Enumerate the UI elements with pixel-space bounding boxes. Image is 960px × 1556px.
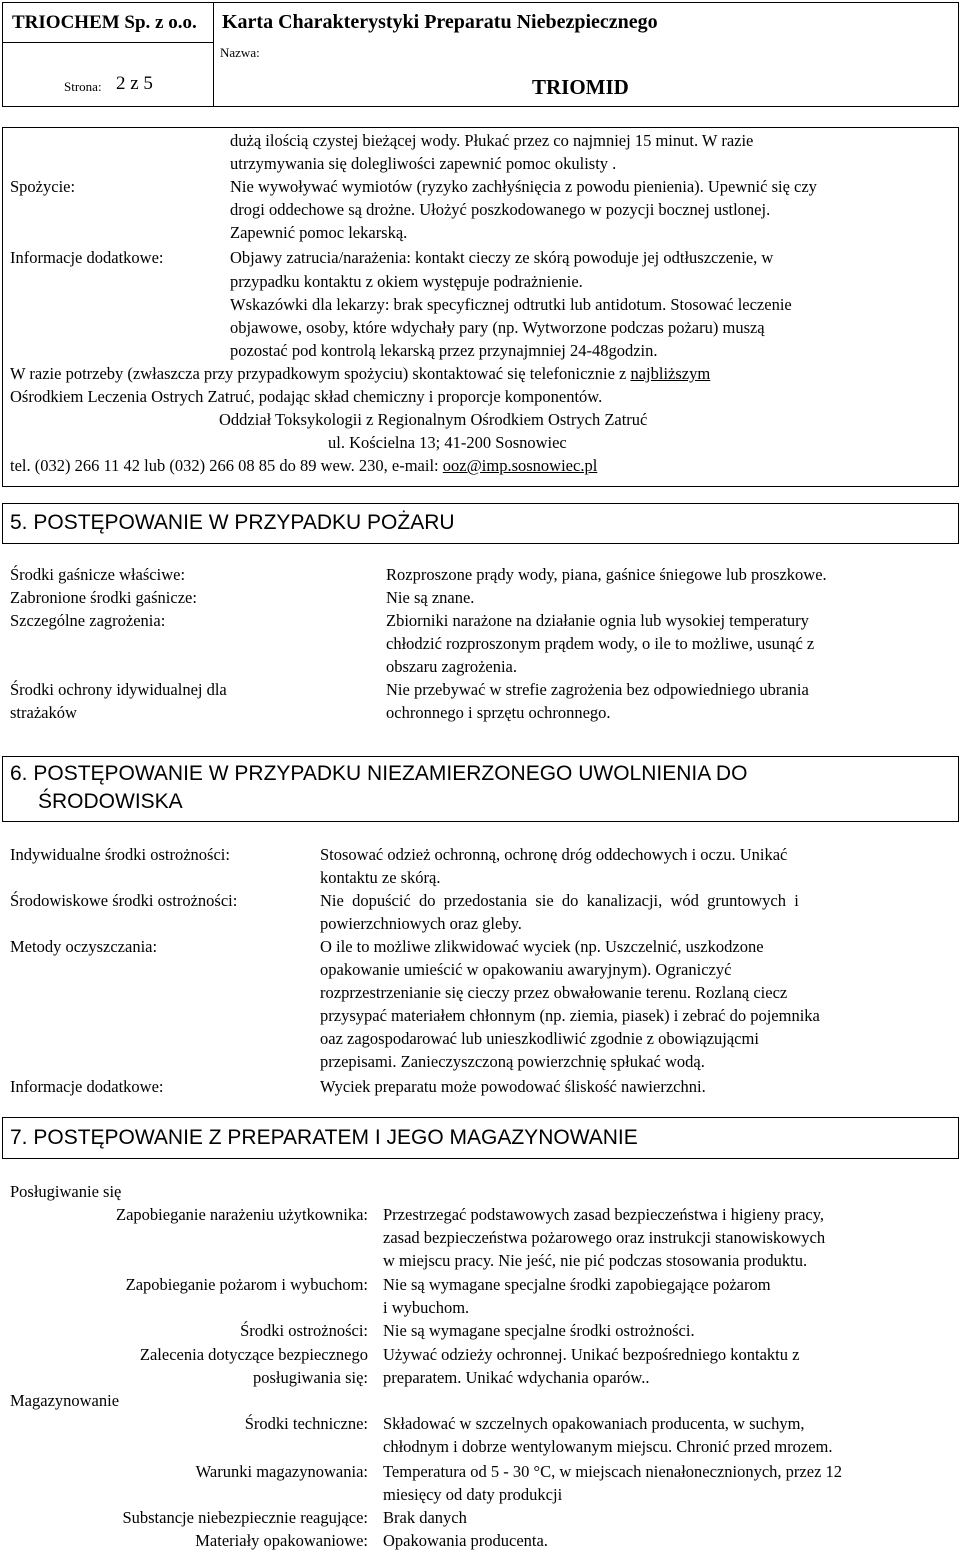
handling-value-2a: Nie są wymagane specjalne środki zapobiegające pożarom bbox=[383, 1275, 771, 1294]
poison-center-phone bbox=[10, 456, 597, 476]
release-value-4: Wyciek preparatu może powodować śliskość nawierzchni. bbox=[320, 1077, 706, 1096]
section6-title-2: ŚRODOWISKA bbox=[38, 790, 183, 813]
fire-value-3c: obszaru zagrożenia. bbox=[386, 657, 518, 676]
release-label-4: Informacje dodatkowe: bbox=[10, 1077, 164, 1096]
storage-label-2: Warunki magazynowania: bbox=[195, 1462, 368, 1481]
storage-value-1b: chłodnym i dobrze wentylowanym miejscu. Chronić przed mrozem. bbox=[383, 1437, 833, 1456]
section5-title: 5. POSTĘPOWANIE W PRZYPADKU POŻARU bbox=[10, 511, 455, 534]
poison-center-name: Oddział Toksykologii z Regionalnym Ośrodkiem Ostrych Zatruć bbox=[219, 410, 648, 429]
handling-value-4b: preparatem. Unikać wdychania oparów.. bbox=[383, 1368, 650, 1387]
release-value-1a: Stosować odzież ochronną, ochronę dróg oddechowych i oczu. Unikać bbox=[320, 845, 788, 864]
contact-text-1a: W razie potrzeby (zwłaszcza przy przypadkowym spożyciu) skontaktować się telefonicznie z bbox=[10, 364, 631, 383]
additional-info-label: Informacje dodatkowe: bbox=[10, 248, 164, 267]
ingestion-label: Spożycie: bbox=[10, 177, 76, 196]
storage-value-2a: Temperatura od 5 - 30 °C, w miejscach nienałonecznionych, przez 12 bbox=[383, 1462, 843, 1481]
header-divider-vertical bbox=[213, 2, 214, 107]
storage-heading: Magazynowanie bbox=[10, 1391, 120, 1410]
fire-label-3: Szczególne zagrożenia: bbox=[10, 611, 166, 630]
additional-info-3: Wskazówki dla lekarzy: brak specyficznej odtrutki lub antidotum. Stosować leczenie bbox=[230, 295, 792, 314]
fire-value-3b: chłodzić rozproszonym prądem wody, o ile to możliwe, usunąć z bbox=[386, 634, 815, 653]
storage-label-4: Materiały opakowaniowe: bbox=[195, 1531, 368, 1550]
release-value-2a: Nie dopuścić do przedostania sie do kanalizacji, wód gruntowych i bbox=[320, 891, 799, 910]
name-label: Nazwa: bbox=[220, 45, 260, 60]
page-label: Strona: bbox=[64, 79, 102, 94]
release-value-3d: przysypać materiałem chłonnym (np. ziemia, piasek) i zebrać do pojemnika bbox=[320, 1006, 820, 1025]
ingestion-text-1: Nie wywoływać wymiotów (ryzyko zachłyśnięcia z powodu pienienia). Upewnić się czy bbox=[230, 177, 817, 196]
section7-title: 7. POSTĘPOWANIE Z PREPARATEM I JEGO MAGAZYNOWANIE bbox=[10, 1126, 638, 1149]
fire-label-4a: Środki ochrony idywidualnej dla bbox=[10, 680, 227, 699]
fire-label-2: Zabronione środki gaśnicze: bbox=[10, 588, 197, 607]
additional-info-1: Objawy zatrucia/narażenia: kontakt cieczy ze skórą powoduje jej odtłuszczenie, w bbox=[230, 248, 774, 267]
fire-value-4a: Nie przebywać w strefie zagrożenia bez odpowiedniego ubrania bbox=[386, 680, 809, 699]
handling-value-1c: w miejscu pracy. Nie jeść, nie pić podczas stosowania produktu. bbox=[383, 1251, 808, 1270]
storage-label-1: Środki techniczne: bbox=[244, 1414, 368, 1433]
ingestion-text-2: drogi oddechowe są drożne. Ułożyć poszkodowanego w pozycji bocznej ustlonej. bbox=[230, 200, 771, 219]
handling-heading: Posługiwanie się bbox=[10, 1182, 122, 1201]
additional-info-5: pozostać pod kontrolą lekarską przez przynajmniej 24-48godzin. bbox=[230, 341, 658, 360]
storage-value-4: Opakowania producenta. bbox=[383, 1531, 548, 1550]
fire-value-1: Rozproszone prądy wody, piana, gaśnice śniegowe lub proszkowe. bbox=[386, 565, 827, 584]
eyes-text-1: dużą ilością czystej bieżącej wody. Płukać przez co najmniej 15 minut. W razie bbox=[230, 131, 754, 150]
company-name: TRIOCHEM Sp. z o.o. bbox=[12, 12, 197, 33]
release-value-3e: oaz zagospodarować lub unieszkodliwić zgodnie z obowiązującmi bbox=[320, 1029, 759, 1048]
fire-label-4b: strażaków bbox=[10, 703, 77, 722]
storage-value-1a: Składować w szczelnych opakowaniach producenta, w suchym, bbox=[383, 1414, 805, 1433]
release-value-1b: kontaktu ze skórą. bbox=[320, 868, 441, 887]
contact-text-1b: najbliższym bbox=[630, 364, 711, 383]
storage-value-3: Brak danych bbox=[383, 1508, 467, 1527]
release-value-3f: przepisami. Zanieczyszczoną powierzchnię spłukać wodą. bbox=[320, 1052, 705, 1071]
fire-value-4b: ochronnego i sprzętu ochronnego. bbox=[386, 703, 611, 722]
product-name: TRIOMID bbox=[532, 75, 629, 99]
additional-info-4: objawowe, osoby, które wdychały pary (np. Wytworzone podczas pożaru) muszą bbox=[230, 318, 765, 337]
fire-label-1: Środki gaśnicze właściwe: bbox=[10, 565, 186, 584]
storage-value-2b: miesięcy od daty produkcji bbox=[383, 1485, 563, 1504]
additional-info-2: przypadku kontaktu z okiem występuje podrażnienie. bbox=[230, 272, 583, 291]
release-value-2b: powierzchniowych oraz gleby. bbox=[320, 914, 522, 933]
handling-label-4a: Zalecenia dotyczące bezpiecznego bbox=[139, 1345, 368, 1364]
handling-value-3: Nie są wymagane specjalne środki ostrożności. bbox=[383, 1321, 695, 1340]
eyes-text-2: utrzymywania się dolegliwości zapewnić pomoc okulisty . bbox=[230, 154, 617, 173]
release-value-3b: opakowanie umieścić w opakowaniu awaryjnym). Ograniczyć bbox=[320, 960, 732, 979]
storage-label-3: Substancje niebezpiecznie reagujące: bbox=[122, 1508, 368, 1527]
handling-value-4a: Używać odzieży ochronnej. Unikać bezpośredniego kontaktu z bbox=[383, 1345, 800, 1364]
phone-text: tel. (032) 266 11 42 lub (032) 266 08 85 do 89 wew. 230, e-mail: bbox=[10, 456, 443, 475]
section6-title-1: 6. POSTĘPOWANIE W PRZYPADKU NIEZAMIERZONEGO UWOLNIENIA DO bbox=[10, 762, 748, 785]
release-value-3a: O ile to możliwe zlikwidować wyciek (np. Uszczelnić, uszkodzone bbox=[320, 937, 764, 956]
handling-value-2b: i wybuchom. bbox=[383, 1298, 470, 1317]
release-label-3: Metody oczyszczania: bbox=[10, 937, 158, 956]
email-link[interactable]: ooz@imp.sosnowiec.pl bbox=[442, 456, 598, 475]
document-title: Karta Charakterystyki Preparatu Niebezpiecznego bbox=[222, 11, 658, 33]
header-divider-left bbox=[2, 42, 213, 43]
handling-label-1: Zapobieganie narażeniu użytkownika: bbox=[116, 1205, 368, 1224]
handling-value-1a: Przestrzegać podstawowych zasad bezpieczeństwa i higieny pracy, bbox=[383, 1205, 825, 1224]
handling-label-3: Środki ostrożności: bbox=[240, 1321, 368, 1340]
poison-center-address: ul. Kościelna 13; 41-200 Sosnowiec bbox=[328, 433, 567, 452]
handling-label-2: Zapobieganie pożarom i wybuchom: bbox=[125, 1275, 368, 1294]
release-label-1: Indywidualne środki ostrożności: bbox=[10, 845, 230, 864]
page-number: 2 z 5 bbox=[116, 73, 153, 94]
handling-label-4b: posługiwania się: bbox=[252, 1368, 368, 1387]
handling-value-1b: zasad bezpieczeństwa pożarowego oraz instrukcji stanowiskowych bbox=[383, 1228, 826, 1247]
release-value-3c: rozprzestrzenianie się cieczy przez obwałowanie terenu. Rozlaną ciecz bbox=[320, 983, 788, 1002]
ingestion-text-3: Zapewnić pomoc lekarską. bbox=[230, 223, 408, 242]
fire-value-2: Nie są znane. bbox=[386, 588, 475, 607]
contact-text-1 bbox=[10, 364, 710, 384]
release-label-2: Środowiskowe środki ostrożności: bbox=[10, 891, 238, 910]
fire-value-3a: Zbiorniki narażone na działanie ognia lub wysokiej temperatury bbox=[386, 611, 809, 630]
contact-text-2: Ośrodkiem Leczenia Ostrych Zatruć, podając skład chemiczny i proporcje komponentów. bbox=[10, 387, 603, 406]
